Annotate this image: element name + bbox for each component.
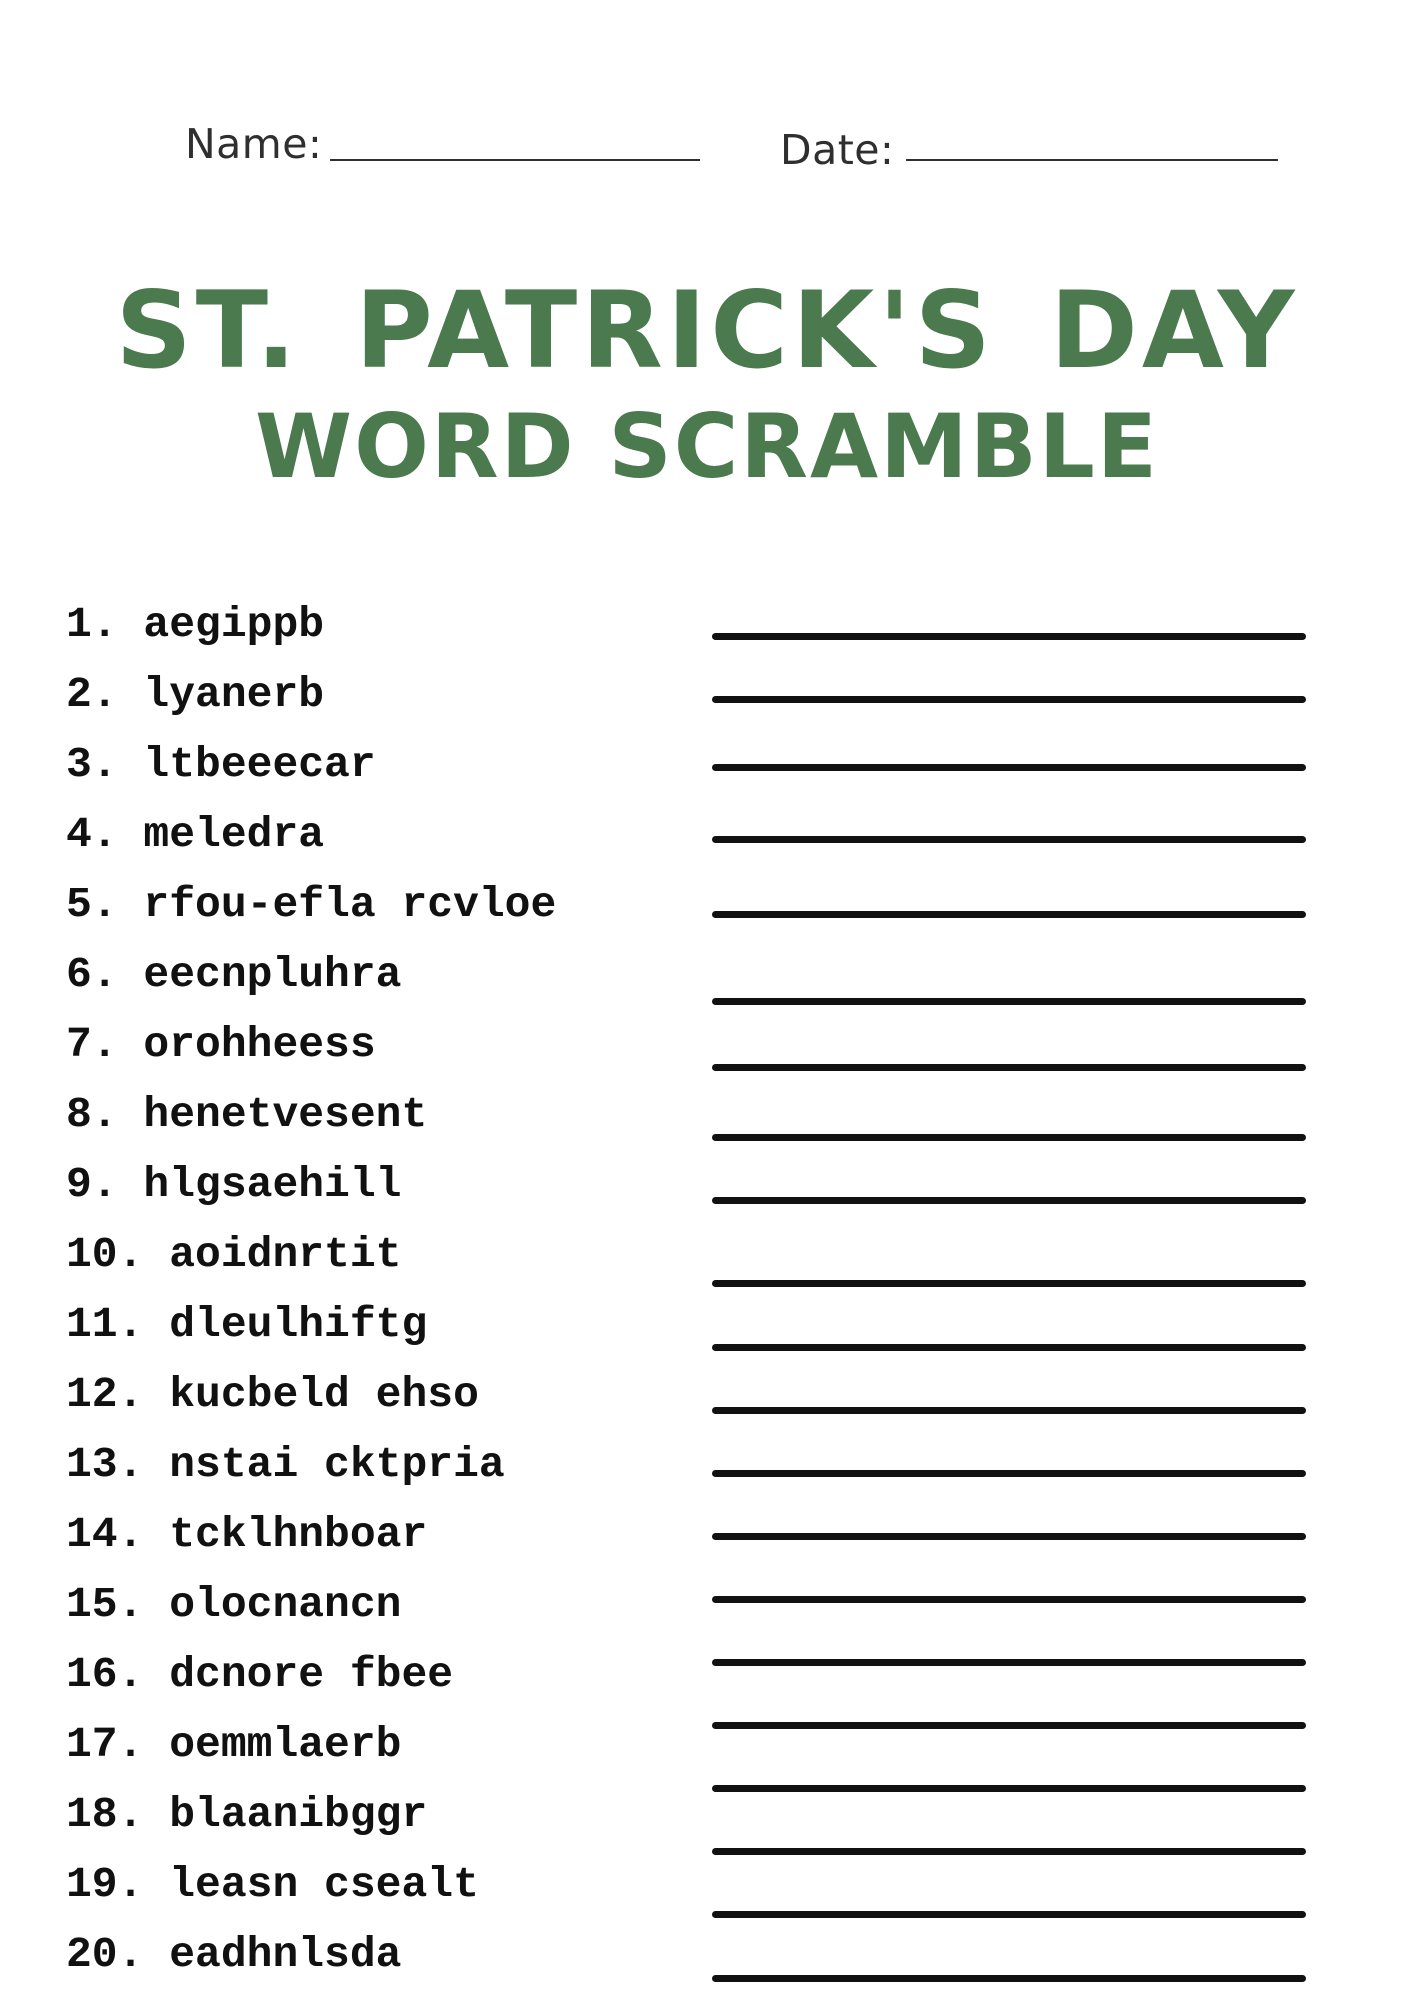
- item-number: 5.: [66, 880, 118, 929]
- item-number: 2.: [66, 670, 118, 719]
- scrambled-word: olocnancn: [169, 1580, 402, 1629]
- item-number: 17.: [66, 1720, 144, 1769]
- scrambled-word: aegippb: [143, 600, 325, 649]
- scrambled-word: ltbeeecar: [143, 740, 376, 789]
- scrambled-word: henetvesent: [143, 1090, 428, 1139]
- answer-line[interactable]: [712, 1848, 1306, 1855]
- page-title: ST. PATRICK'S DAY: [115, 269, 1299, 392]
- page-subtitle: WORD SCRAMBLE: [255, 395, 1159, 498]
- scramble-item: [66, 1090, 428, 1139]
- scramble-item: [66, 1370, 479, 1419]
- item-number: 4.: [66, 810, 118, 859]
- scramble-item: [66, 1720, 402, 1769]
- item-number: 3.: [66, 740, 118, 789]
- item-number: 13.: [66, 1440, 144, 1489]
- answer-line[interactable]: [712, 1407, 1306, 1414]
- answer-line[interactable]: [712, 1659, 1306, 1666]
- item-number: 11.: [66, 1300, 144, 1349]
- scrambled-word: meledra: [143, 810, 325, 859]
- item-number: 10.: [66, 1230, 144, 1279]
- answer-line[interactable]: [712, 1975, 1306, 1982]
- answer-line[interactable]: [712, 998, 1306, 1005]
- answer-line[interactable]: [712, 696, 1306, 703]
- scrambled-word: dleulhiftg: [169, 1300, 428, 1349]
- scrambled-word: rfou-efla rcvloe: [143, 880, 557, 929]
- answer-line[interactable]: [712, 1280, 1306, 1287]
- scrambled-word: lyanerb: [143, 670, 325, 719]
- scramble-item: [66, 1930, 402, 1979]
- scramble-item: [66, 1440, 505, 1489]
- name-label: Name:: [185, 120, 323, 168]
- item-number: 1.: [66, 600, 118, 649]
- item-number: 18.: [66, 1790, 144, 1839]
- answer-line[interactable]: [712, 1344, 1306, 1351]
- scramble-item: [66, 1300, 428, 1349]
- date-label: Date:: [780, 126, 895, 174]
- answer-line[interactable]: [712, 764, 1306, 771]
- item-number: 19.: [66, 1860, 144, 1909]
- item-number: 20.: [66, 1930, 144, 1979]
- answer-line[interactable]: [712, 1470, 1306, 1477]
- scrambled-word: nstai cktpria: [169, 1440, 505, 1489]
- answer-line[interactable]: [712, 1064, 1306, 1071]
- scrambled-word: kucbeld ehso: [169, 1370, 479, 1419]
- scramble-item: [66, 880, 557, 929]
- answer-line[interactable]: [712, 1722, 1306, 1729]
- scrambled-word: dcnore fbee: [169, 1650, 454, 1699]
- answer-line[interactable]: [712, 911, 1306, 918]
- scramble-item: [66, 1020, 376, 1069]
- answer-line[interactable]: [712, 1785, 1306, 1792]
- answer-line[interactable]: [712, 1533, 1306, 1540]
- item-number: 14.: [66, 1510, 144, 1559]
- scramble-item: [66, 740, 376, 789]
- scramble-item: [66, 1790, 428, 1839]
- item-number: 6.: [66, 950, 118, 999]
- scramble-item: [66, 1230, 402, 1279]
- item-number: 15.: [66, 1580, 144, 1629]
- scramble-item: [66, 1650, 454, 1699]
- item-number: 8.: [66, 1090, 118, 1139]
- scramble-item: [66, 670, 325, 719]
- scrambled-word: hlgsaehill: [143, 1160, 402, 1209]
- item-number: 12.: [66, 1370, 144, 1419]
- answer-line[interactable]: [712, 1911, 1306, 1918]
- answer-line[interactable]: [712, 1197, 1306, 1204]
- answer-line[interactable]: [712, 836, 1306, 843]
- scramble-item: [66, 1160, 402, 1209]
- scrambled-word: orohheess: [143, 1020, 376, 1069]
- scrambled-word: eecnpluhra: [143, 950, 402, 999]
- item-number: 16.: [66, 1650, 144, 1699]
- item-number: 9.: [66, 1160, 118, 1209]
- scrambled-word: oemmlaerb: [169, 1720, 402, 1769]
- answer-line[interactable]: [712, 633, 1306, 640]
- scramble-item: [66, 810, 325, 859]
- name-field[interactable]: [330, 159, 700, 161]
- scrambled-word: tcklhnboar: [169, 1510, 428, 1559]
- date-field[interactable]: [906, 159, 1278, 161]
- scrambled-word: eadhnlsda: [169, 1930, 402, 1979]
- scramble-item: [66, 600, 325, 649]
- scrambled-word: leasn csealt: [169, 1860, 479, 1909]
- item-number: 7.: [66, 1020, 118, 1069]
- answer-line[interactable]: [712, 1134, 1306, 1141]
- scrambled-word: blaanibggr: [169, 1790, 428, 1839]
- answer-line[interactable]: [712, 1596, 1306, 1603]
- scrambled-word: aoidnrtit: [169, 1230, 402, 1279]
- scramble-item: [66, 950, 402, 999]
- scramble-item: [66, 1860, 479, 1909]
- scramble-item: [66, 1510, 428, 1559]
- scramble-item: [66, 1580, 402, 1629]
